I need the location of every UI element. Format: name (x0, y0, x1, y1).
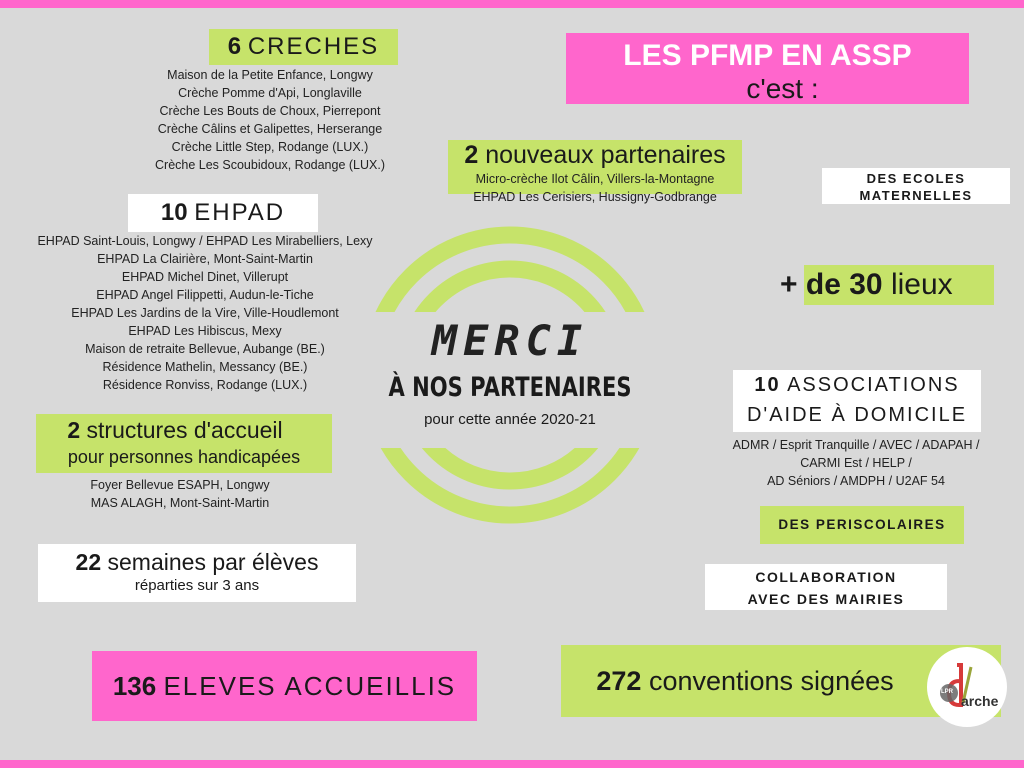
list-item: Foyer Bellevue ESAPH, Longwy (90, 478, 270, 492)
list-item: MAS ALAGH, Mont-Saint-Martin (90, 496, 270, 510)
creches-label: CRECHES (247, 33, 380, 60)
conventions-heading (561, 645, 929, 717)
nouveaux-label: nouveaux partenaires (485, 141, 726, 169)
list-item: Maison de retraite Bellevue, Aubange (BE.) (85, 342, 325, 356)
structures-box (36, 414, 332, 473)
list-item: Maison de la Petite Enfance, Longwy (167, 68, 373, 82)
list-item: Crèche Câlins et Galipettes, Herserange (157, 122, 383, 136)
ehpad-heading (128, 194, 318, 232)
eleves-label: ELEVES ACCUEILLIS (163, 671, 457, 701)
ehpad-heading-box (128, 194, 318, 232)
ehpad-list (5, 232, 405, 394)
page-title: LES PFMP EN ASSP (623, 39, 912, 72)
nouveaux-list (430, 170, 760, 206)
associations-heading (733, 370, 981, 400)
school-logo (927, 647, 1007, 727)
mairies-line-1: COLLABORATION (755, 569, 897, 585)
list-item: EHPAD Saint-Louis, Longwy / EHPAD Les Mirabelliers, Lexy (37, 234, 373, 248)
structures-count: 2 (67, 417, 81, 443)
partenaires-heading: À NOS PARTENAIRES (388, 372, 632, 403)
periscolaires-label: DES PERISCOLAIRES (778, 517, 946, 532)
structures-heading (36, 414, 332, 445)
list-item: EHPAD Les Cerisiers, Hussigny-Godbrange (473, 190, 717, 204)
logo-small-text: LPR (941, 689, 953, 695)
eleves-box (92, 651, 477, 721)
list-item: Crèche Les Scoubidoux, Rodange (LUX.) (155, 158, 385, 172)
associations-line-1: ASSOCIATIONS (787, 374, 960, 396)
list-item: EHPAD Angel Filippetti, Audun-le-Tiche (96, 288, 314, 302)
associations-box (733, 370, 981, 432)
semaines-box (38, 544, 356, 602)
associations-line-2: D'AIDE À DOMICILE (746, 404, 968, 426)
logo-d-icon (927, 647, 1007, 727)
lieux-heading (780, 264, 1010, 306)
ecoles-box (822, 168, 1010, 204)
merci-heading: MERCI (431, 316, 589, 365)
nouveaux-heading (430, 139, 760, 171)
nouveaux-count: 2 (464, 141, 479, 169)
creches-list (60, 66, 480, 174)
lieux-count: de 30 (805, 268, 883, 301)
lieux-label: lieux (890, 268, 953, 301)
associations-list (712, 436, 1000, 490)
page-subtitle: c'est : (746, 73, 819, 104)
ecoles-line-2: MATERNELLES (859, 188, 973, 203)
year-text: pour cette année 2020-21 (424, 411, 596, 428)
list-item: EHPAD Michel Dinet, Villerupt (121, 270, 289, 284)
conventions-label: conventions signées (648, 666, 894, 696)
eleves-count: 136 (112, 671, 157, 701)
list-item: Résidence Mathelin, Messancy (BE.) (102, 360, 308, 374)
semaines-count: 22 (75, 549, 102, 575)
semaines-label: semaines par élèves (107, 549, 319, 575)
list-item: CARMI Est / HELP / (800, 456, 912, 470)
creches-heading (209, 29, 398, 65)
conventions-count: 272 (596, 666, 642, 696)
semaines-heading (38, 544, 356, 577)
bottom-pink-bar (0, 760, 1024, 768)
semaines-sub: réparties sur 3 ans (134, 577, 260, 594)
periscolaires-box (760, 506, 964, 544)
list-item: Résidence Ronviss, Rodange (LUX.) (102, 378, 308, 392)
list-item: EHPAD Les Hibiscus, Mexy (128, 324, 282, 338)
structures-list (70, 476, 290, 512)
list-item: EHPAD La Clairière, Mont-Saint-Martin (97, 252, 313, 266)
ehpad-label: EHPAD (194, 199, 286, 226)
ehpad-count: 10 (160, 199, 188, 226)
creches-heading-box (209, 29, 398, 65)
creches-count: 6 (227, 33, 242, 60)
list-item: Crèche Pomme d'Api, Longlaville (178, 86, 362, 100)
list-item: Crèche Les Bouts de Choux, Pierrepont (159, 104, 381, 118)
structures-label: structures d'accueil (86, 417, 283, 443)
structures-label-2: pour personnes handicapées (67, 447, 301, 467)
title-box (566, 33, 969, 104)
lieux-prefix: + (780, 268, 798, 301)
top-pink-bar (0, 0, 1024, 8)
logo-word: arche (961, 693, 999, 709)
associations-count: 10 (754, 374, 781, 396)
mairies-line-2: AVEC DES MAIRIES (747, 591, 905, 607)
list-item: Crèche Little Step, Rodange (LUX.) (171, 140, 369, 154)
list-item: EHPAD Les Jardins de la Vire, Ville-Houdlemont (71, 306, 339, 320)
list-item: AD Séniors / AMDPH / U2AF 54 (767, 474, 945, 488)
eleves-heading (92, 651, 477, 721)
list-item: Micro-crèche Ilot Câlin, Villers-la-Montagne (475, 172, 715, 186)
ecoles-line-1: DES ECOLES (866, 171, 966, 186)
mairies-box (705, 564, 947, 610)
list-item: ADMR / Esprit Tranquille / AVEC / ADAPAH / (732, 438, 980, 452)
